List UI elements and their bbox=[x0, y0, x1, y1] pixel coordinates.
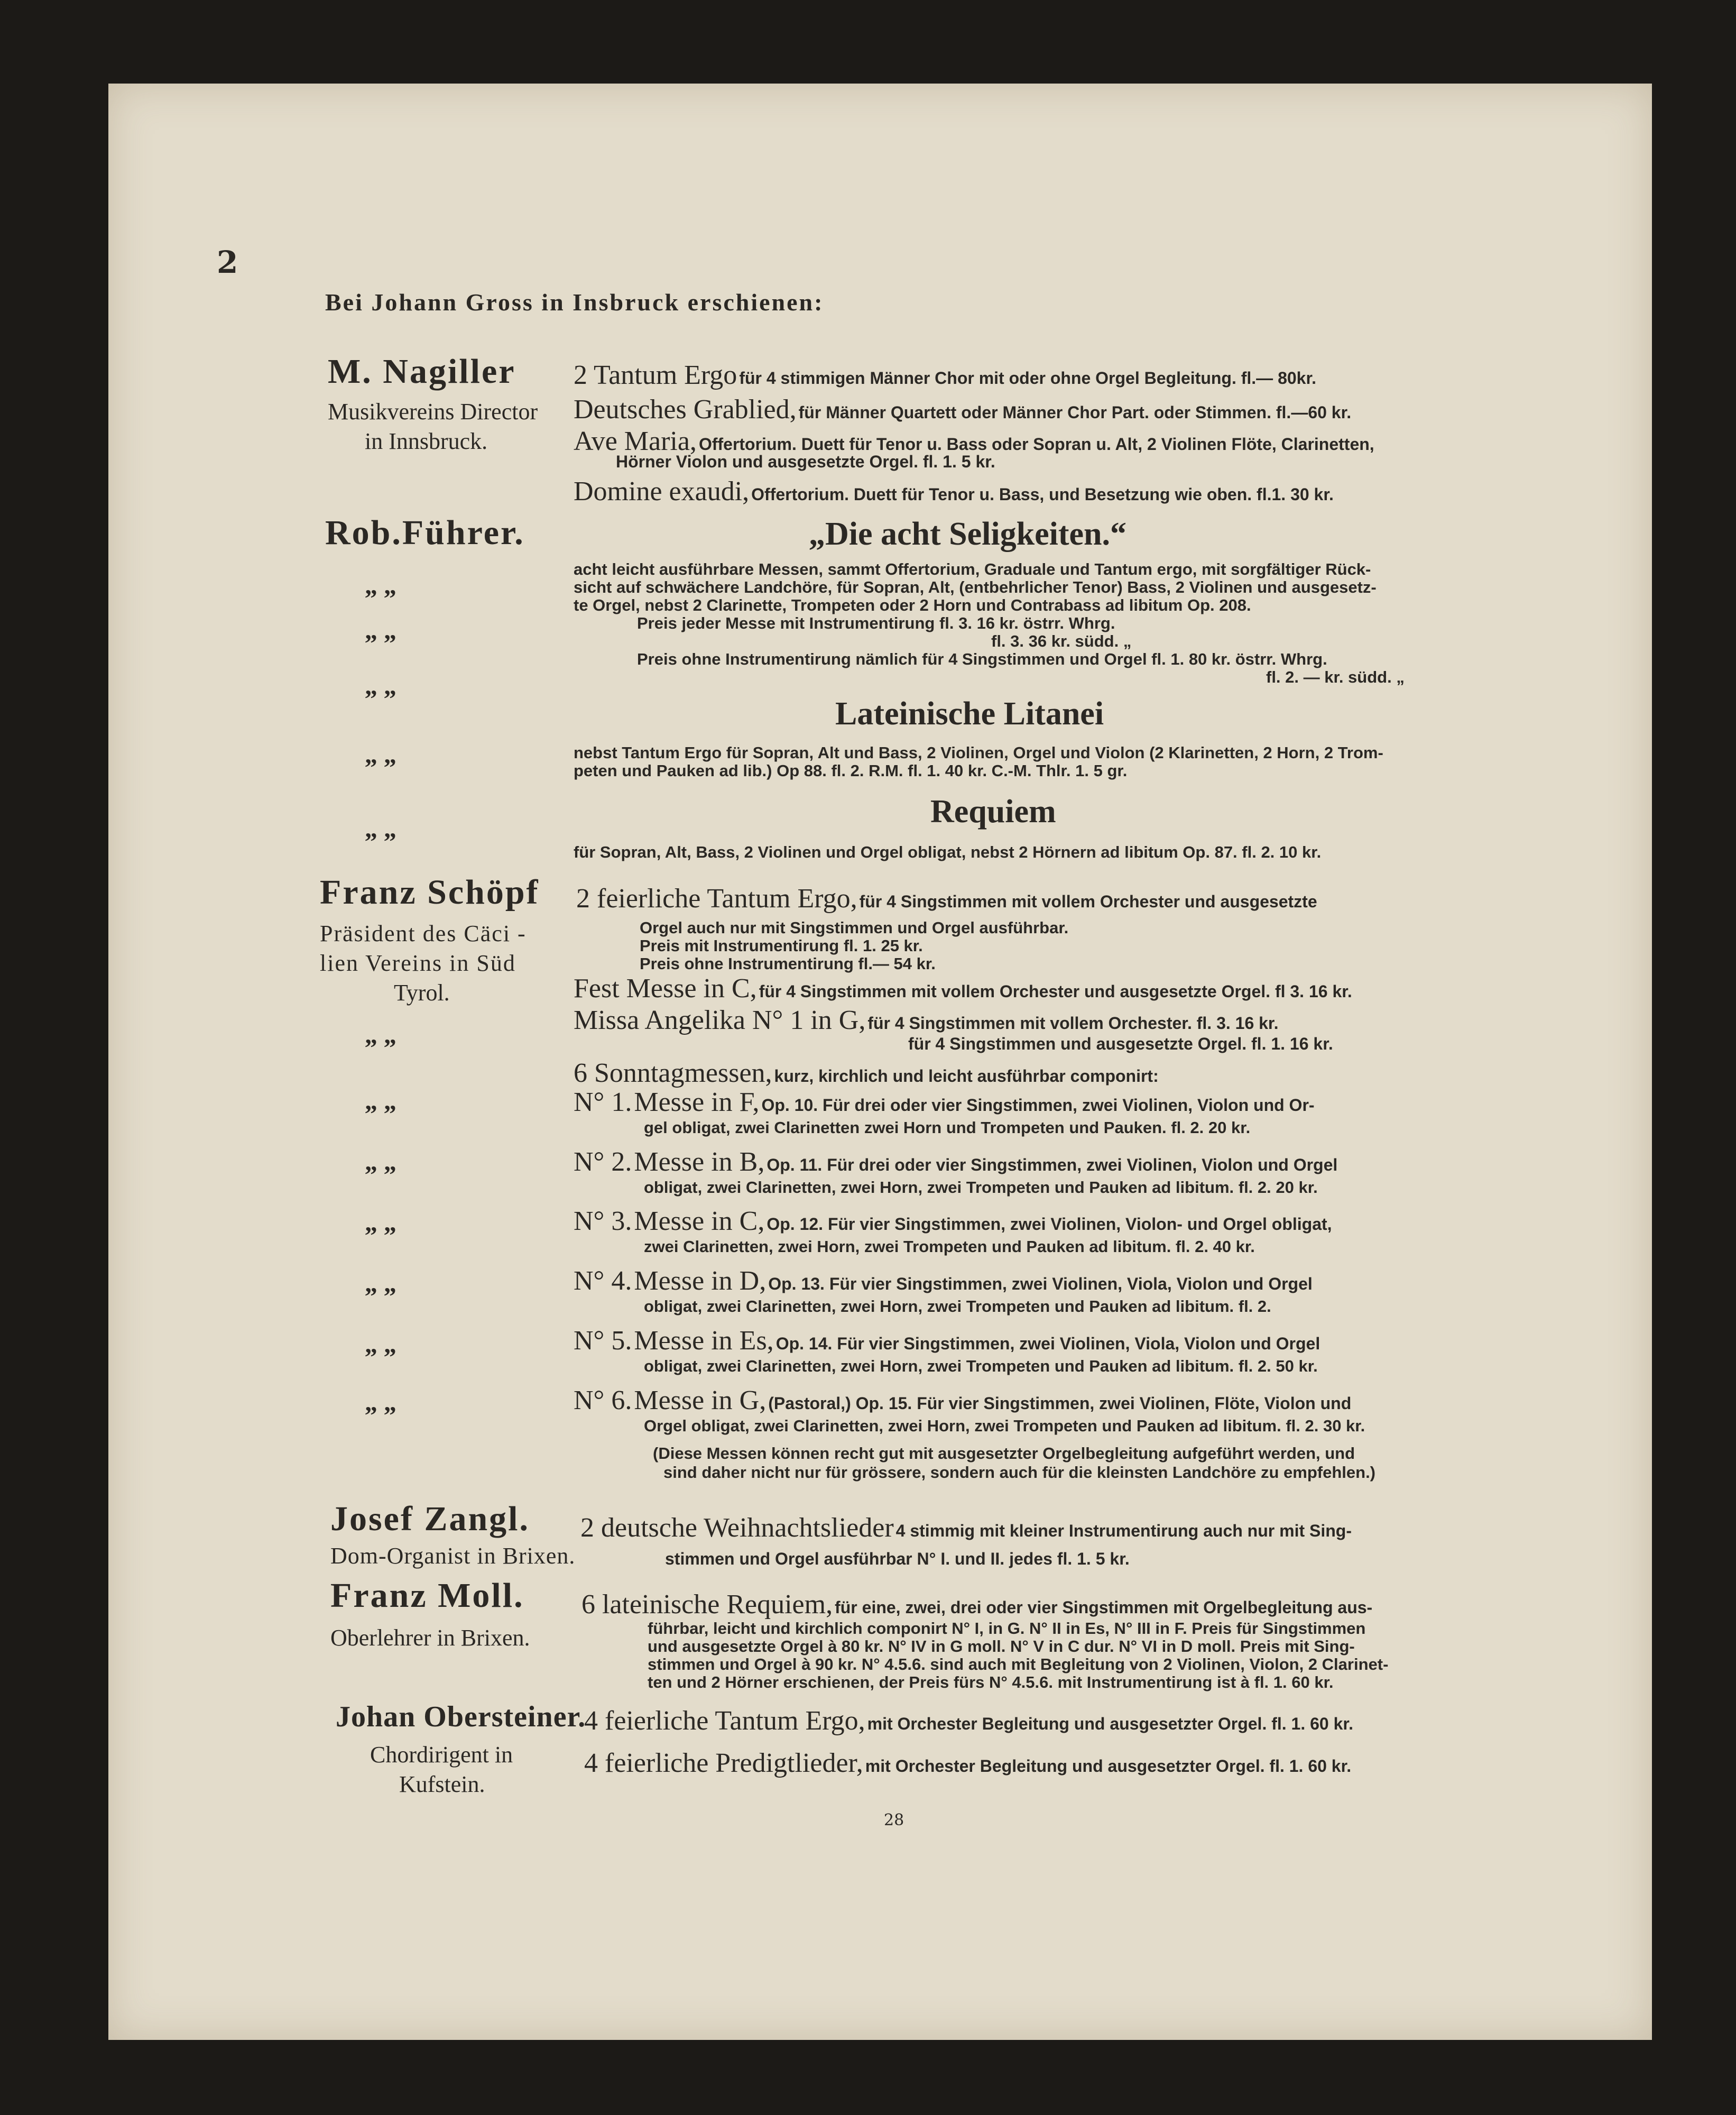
moll-work-line: stimmen und Orgel à 90 kr. N° 4.5.6. sind auch mit Begleitung von 2 Violinen, Violon, 2 Clarinet- bbox=[648, 1655, 1389, 1673]
ditto-mark: „ „ bbox=[365, 672, 396, 700]
ditto-mark: „ „ bbox=[365, 617, 396, 645]
nagiller-work-2 bbox=[574, 394, 1351, 425]
litanei-line: peten und Pauken ad lib.) Op 88. fl. 2. R.M. fl. 1. 40 kr. C.-M. Thlr. 1. 5 gr. bbox=[574, 761, 1128, 780]
work-desc: 4 stimmig mit kleiner Instrumentirung auch nur mit Sing- bbox=[895, 1521, 1352, 1540]
composer-location: in Innsbruck. bbox=[365, 428, 488, 454]
seligkeiten-line: Preis jeder Messe mit Instrumentirung fl. 3. 16 kr. östrr. Whrg. bbox=[637, 614, 1115, 632]
seligkeiten-line: Preis ohne Instrumentirung nämlich für 4 Singstimmen und Orgel fl. 1. 80 kr. östrr. Whrg. bbox=[637, 650, 1327, 668]
mass-number: N° 1. bbox=[574, 1087, 632, 1117]
schoepf-tantum-line: Orgel auch nur mit Singstimmen und Orgel ausführbar. bbox=[640, 918, 1069, 937]
mass-desc: (Pastoral,) Op. 15. Für vier Singstimmen, zwei Violinen, Flöte, Violon und bbox=[768, 1394, 1352, 1413]
work-desc: für 4 Singstimmen mit vollem Orchester und ausgesetzte bbox=[859, 892, 1317, 911]
composer-moll bbox=[330, 1576, 530, 1653]
composer-title: Präsident des Cäci - bbox=[320, 921, 527, 946]
composer-name: Johan Obersteiner. bbox=[336, 1700, 586, 1733]
work-title: Domine exaudi, bbox=[574, 476, 750, 507]
litanei-line: nebst Tantum Ergo für Sopran, Alt und Bass, 2 Violinen, Orgel und Violon (2 Klarinetten, 2 Horn, 2 Trom- bbox=[574, 743, 1383, 762]
composer-location: Kufstein. bbox=[399, 1771, 485, 1797]
work-title: Deutsches Grablied, bbox=[574, 394, 797, 425]
ditto-mark: „ „ bbox=[365, 1148, 396, 1176]
work-title: Missa Angelika N° 1 in G, bbox=[574, 1005, 866, 1035]
work-desc: für Männer Quartett oder Männer Chor Part. oder Stimmen. fl.—60 kr. bbox=[798, 403, 1352, 422]
mass-title: Messe in G, bbox=[634, 1385, 767, 1415]
mass-entry bbox=[574, 1146, 1337, 1178]
schoepf-tantum bbox=[576, 883, 1317, 914]
mass-number: N° 5. bbox=[574, 1326, 632, 1356]
moll-work-line: ten und 2 Hörner erschienen, der Preis fürs N° 4.5.6. mit Instrumentirung ist à fl. 1. 60 kr. bbox=[648, 1673, 1334, 1691]
nagiller-work-4 bbox=[574, 476, 1334, 507]
footer-number: 28 bbox=[884, 1811, 904, 1829]
work-desc: mit Orchester Begleitung und ausgesetzter Orgel. fl. 1. 60 kr. bbox=[865, 1757, 1352, 1776]
mass-entry bbox=[574, 1385, 1351, 1416]
ditto-mark: „ „ bbox=[365, 741, 396, 769]
work-title: 6 Sonntagmessen, bbox=[574, 1058, 772, 1088]
zangl-work bbox=[580, 1512, 1352, 1543]
mass-desc: Op. 12. Für vier Singstimmen, zwei Violinen, Violon- und Orgel obligat, bbox=[767, 1215, 1332, 1234]
nagiller-work-1 bbox=[574, 360, 1316, 391]
mass-title: Messe in C, bbox=[634, 1206, 765, 1236]
work-title: 2 Tantum Ergo bbox=[574, 360, 737, 390]
seligkeiten-line: fl. 3. 36 kr. südd. „ bbox=[991, 632, 1132, 650]
composer-schoepf bbox=[320, 872, 540, 1008]
schoepf-missa-angelika bbox=[574, 1005, 1279, 1036]
composer-zangl bbox=[330, 1499, 575, 1571]
mass-entry bbox=[574, 1325, 1320, 1356]
work-title: Fest Messe in C, bbox=[574, 973, 757, 1004]
moll-work-line: führbar, leicht und kirchlich componirt N° I, in G. N° II in Es, N° III in F. Preis für Singstimmen bbox=[648, 1619, 1366, 1638]
schoepf-missa-line2: für 4 Singstimmen und ausgesetzte Orgel. fl. 1. 16 kr. bbox=[908, 1034, 1333, 1053]
mass-desc-line2: obligat, zwei Clarinetten, zwei Horn, zwei Trompeten und Pauken ad libitum. fl. 2. bbox=[644, 1297, 1271, 1316]
seligkeiten-line: acht leicht ausführbare Messen, sammt Offertorium, Graduale und Tantum ergo, mit sorgfältiger Rück- bbox=[574, 560, 1371, 578]
publisher-line: Bei Johann Gross in Insbruck erschienen: bbox=[325, 289, 824, 316]
composer-title: Musikvereins Director bbox=[328, 399, 538, 425]
moll-work-line: und ausgesetzte Orgel à 80 kr. N° IV in G moll. N° V in C dur. N° VI in D moll. Preis mit Sing- bbox=[648, 1637, 1355, 1656]
work-desc: mit Orchester Begleitung und ausgesetzter Orgel. fl. 1. 60 kr. bbox=[867, 1714, 1353, 1733]
ditto-mark: „ „ bbox=[365, 1209, 396, 1237]
mass-title: Messe in F, bbox=[634, 1087, 760, 1117]
mass-desc-line2: gel obligat, zwei Clarinetten zwei Horn und Trompeten und Pauken. fl. 2. 20 kr. bbox=[644, 1118, 1251, 1137]
work-title: 6 lateinische Requiem, bbox=[581, 1589, 833, 1620]
masses-note: (Diese Messen können recht gut mit ausgesetzter Orgelbegleitung aufgeführt werden, und bbox=[653, 1444, 1355, 1463]
seligkeiten-line: sicht auf schwächere Landchöre, für Sopran, Alt, (entbehrlicher Tenor) Bass, 2 Violinen und ausgesetz- bbox=[574, 578, 1377, 596]
work-desc: für eine, zwei, drei oder vier Singstimmen mit Orgelbegleitung aus- bbox=[835, 1598, 1373, 1617]
mass-title: Messe in B, bbox=[634, 1147, 765, 1177]
schoepf-sonntagmessen bbox=[574, 1058, 1159, 1089]
mass-entry bbox=[574, 1087, 1315, 1118]
seligkeiten-heading: „Die acht Seligkeiten.“ bbox=[809, 516, 1126, 552]
masses-note: sind daher nicht nur für grössere, sondern auch für die kleinsten Landchöre zu empfehlen.) bbox=[663, 1463, 1376, 1482]
ditto-mark: „ „ bbox=[365, 1087, 396, 1115]
schoepf-tantum-line: Preis ohne Instrumentirung fl.— 54 kr. bbox=[640, 954, 936, 973]
composer-location: Tyrol. bbox=[394, 980, 450, 1006]
ditto-mark: „ „ bbox=[365, 572, 396, 600]
mass-desc-line2: obligat, zwei Clarinetten, zwei Horn, zwei Trompeten und Pauken ad libitum. fl. 2. 20 kr. bbox=[644, 1178, 1318, 1197]
composer-name: Rob.Führer. bbox=[325, 513, 525, 552]
schoepf-tantum-line: Preis mit Instrumentirung fl. 1. 25 kr. bbox=[640, 936, 923, 955]
work-title: Ave Maria, bbox=[574, 426, 697, 456]
nagiller-work-3-line2: Hörner Violon und ausgesetzte Orgel. fl. 1. 5 kr. bbox=[616, 452, 995, 471]
work-desc: kurz, kirchlich und leicht ausführbar componirt: bbox=[774, 1066, 1159, 1086]
obersteiner-work-2 bbox=[584, 1748, 1351, 1779]
ditto-mark: „ „ bbox=[365, 815, 396, 843]
mass-number: N° 6. bbox=[574, 1385, 632, 1415]
schoepf-fest-messe bbox=[574, 973, 1352, 1004]
obersteiner-work-1 bbox=[584, 1705, 1353, 1736]
work-desc: Offertorium. Duett für Tenor u. Bass oder Sopran u. Alt, 2 Violinen Flöte, Clarinetten, bbox=[698, 435, 1374, 454]
mass-title: Messe in D, bbox=[634, 1266, 767, 1296]
zangl-work-line2: stimmen und Orgel ausführbar N° I. und II. jedes fl. 1. 5 kr. bbox=[665, 1549, 1130, 1568]
composer-nagiller bbox=[328, 352, 538, 456]
work-desc: für 4 stimmigen Männer Chor mit oder ohne Orgel Begleitung. fl.— 80kr. bbox=[739, 369, 1317, 388]
mass-number: N° 2. bbox=[574, 1147, 632, 1177]
seligkeiten-line: fl. 2. — kr. südd. „ bbox=[1266, 668, 1405, 686]
work-desc: für 4 Singstimmen mit vollem Orchester und ausgesetzte Orgel. fl 3. 16 kr. bbox=[759, 982, 1352, 1001]
mass-entry bbox=[574, 1265, 1313, 1296]
composer-name: M. Nagiller bbox=[328, 352, 516, 391]
mass-desc: Op. 14. Für vier Singstimmen, zwei Violinen, Viola, Violon und Orgel bbox=[775, 1334, 1321, 1353]
work-title: 2 feierliche Tantum Ergo, bbox=[576, 884, 857, 914]
composer-title: Oberlehrer in Brixen. bbox=[330, 1625, 530, 1651]
mass-number: N° 3. bbox=[574, 1206, 632, 1236]
mass-desc: Op. 13. Für vier Singstimmen, zwei Violinen, Viola, Violon und Orgel bbox=[768, 1274, 1313, 1293]
work-title: 2 deutsche Weihnachtslieder bbox=[580, 1513, 894, 1543]
ditto-mark: „ „ bbox=[365, 1270, 396, 1298]
composer-name: Franz Schöpf bbox=[320, 873, 540, 912]
mass-desc: Op. 10. Für drei oder vier Singstimmen, zwei Violinen, Violon und Or- bbox=[761, 1096, 1315, 1115]
work-desc: Offertorium. Duett für Tenor u. Bass, und Besetzung wie oben. fl.1. 30 kr. bbox=[751, 485, 1334, 504]
composer-fuehrer bbox=[325, 513, 525, 553]
work-title: 4 feierliche Predigtlieder, bbox=[584, 1748, 863, 1778]
requiem-heading: Requiem bbox=[930, 794, 1056, 830]
mass-desc: Op. 11. Für drei oder vier Singstimmen, zwei Violinen, Violon und Orgel bbox=[767, 1155, 1338, 1174]
mass-desc-line2: zwei Clarinetten, zwei Horn, zwei Trompeten und Pauken ad libitum. fl. 2. 40 kr. bbox=[644, 1237, 1255, 1256]
mass-entry bbox=[574, 1206, 1332, 1237]
page-number: 2 bbox=[217, 244, 238, 280]
composer-title: Dom-Organist in Brixen. bbox=[330, 1543, 576, 1569]
mass-number: N° 4. bbox=[574, 1266, 632, 1296]
mass-title: Messe in Es, bbox=[634, 1326, 774, 1356]
work-desc: für 4 Singstimmen mit vollem Orchester. fl. 3. 16 kr. bbox=[867, 1014, 1279, 1033]
composer-obersteiner bbox=[336, 1700, 586, 1799]
ditto-mark: „ „ bbox=[365, 1330, 396, 1358]
moll-work bbox=[581, 1589, 1372, 1620]
litanei-heading: Lateinische Litanei bbox=[835, 696, 1104, 732]
composer-name: Franz Moll. bbox=[330, 1576, 524, 1615]
ditto-mark: „ „ bbox=[365, 1388, 396, 1417]
ditto-mark: „ „ bbox=[365, 1021, 396, 1049]
mass-desc-line2: Orgel obligat, zwei Clarinetten, zwei Horn, zwei Trompeten und Pauken ad libitum. fl. 2. 30 kr. bbox=[644, 1417, 1365, 1435]
requiem-line: für Sopran, Alt, Bass, 2 Violinen und Orgel obligat, nebst 2 Hörnern ad libitum Op. 87. fl. 2. 10 kr. bbox=[574, 843, 1322, 861]
composer-title: Chordirigent in bbox=[370, 1742, 513, 1768]
mass-desc-line2: obligat, zwei Clarinetten, zwei Horn, zwei Trompeten und Pauken ad libitum. fl. 2. 50 kr. bbox=[644, 1357, 1318, 1375]
composer-name: Josef Zangl. bbox=[330, 1500, 530, 1538]
composer-title: lien Vereins in Süd bbox=[320, 950, 516, 976]
seligkeiten-line: te Orgel, nebst 2 Clarinette, Trompeten oder 2 Horn und Contrabass ad libitum Op. 208. bbox=[574, 596, 1251, 614]
work-title: 4 feierliche Tantum Ergo, bbox=[584, 1706, 865, 1736]
